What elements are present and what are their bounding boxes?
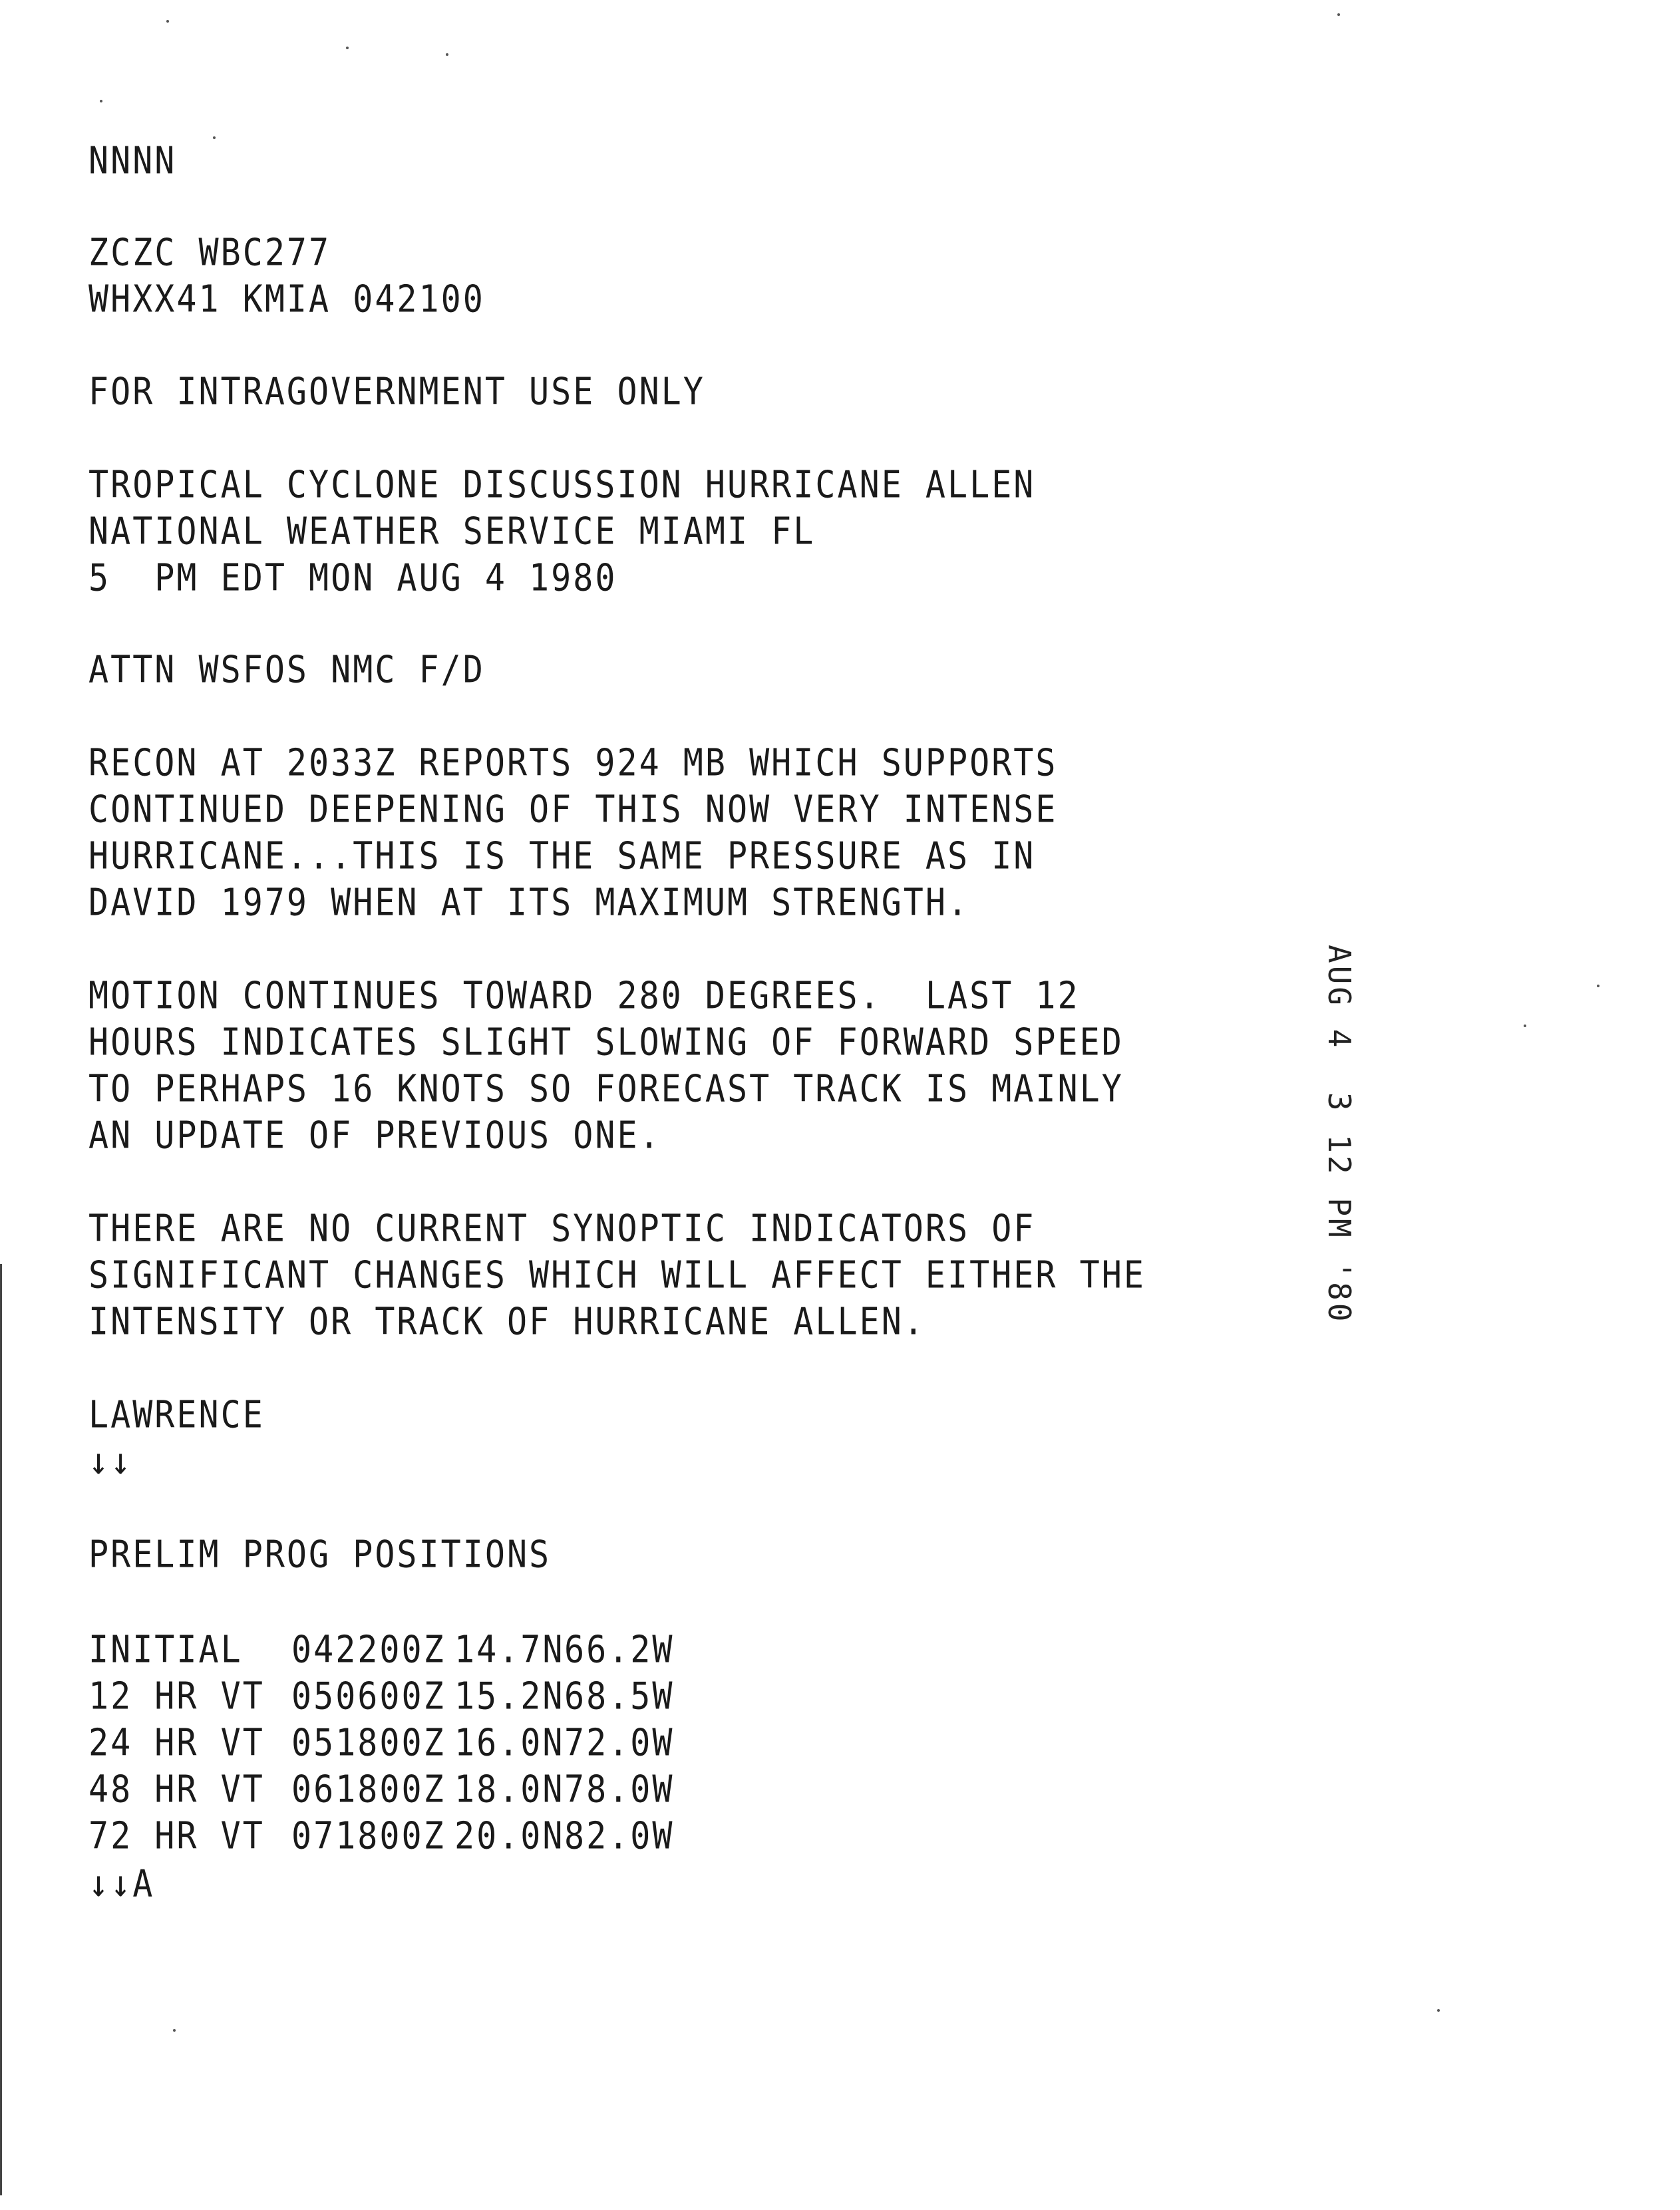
valid-time: 050600Z xyxy=(291,1674,446,1718)
routing-line: ZCZC WBC277 xyxy=(88,230,331,274)
forecast-period: INITIAL xyxy=(88,1627,243,1671)
para1-line: HURRICANE...THIS IS THE SAME PRESSURE AS IN xyxy=(88,834,1036,877)
product-header: WHXX41 KMIA 042100 xyxy=(88,277,485,321)
table-row xyxy=(88,1814,675,1867)
latitude: 16.0N xyxy=(454,1720,565,1764)
valid-time: 071800Z xyxy=(291,1814,446,1857)
para2-line: AN UPDATE OF PREVIOUS ONE. xyxy=(88,1113,661,1157)
scan-speck xyxy=(346,47,349,49)
para1-line: CONTINUED DEEPENING OF THIS NOW VERY INTENSE xyxy=(88,787,1058,831)
prog-positions-table xyxy=(88,1627,675,1861)
scan-speck xyxy=(1437,2009,1440,2012)
longitude: 68.5W xyxy=(564,1674,675,1718)
para2-line: MOTION CONTINUES TOWARD 280 DEGREES. LAST 12 xyxy=(88,973,1080,1017)
document-title: TROPICAL CYCLONE DISCUSSION HURRICANE ALLEN xyxy=(88,462,1036,506)
latitude: 20.0N xyxy=(454,1814,565,1857)
table-row xyxy=(88,1674,675,1727)
forecast-period: 24 HR VT xyxy=(88,1720,265,1764)
scan-speck xyxy=(1337,13,1340,16)
scan-speck xyxy=(173,2029,176,2032)
end-marker: ↓↓A xyxy=(88,1861,155,1905)
valid-time: 061800Z xyxy=(291,1767,446,1811)
scan-speck xyxy=(166,20,169,23)
longitude: 72.0W xyxy=(564,1720,675,1764)
scan-speck xyxy=(213,136,216,139)
end-marker-nnnn: NNNN xyxy=(88,138,177,182)
forecaster-signature: LAWRENCE xyxy=(88,1392,265,1436)
latitude: 14.7N xyxy=(454,1627,565,1671)
table-row xyxy=(88,1767,675,1820)
scan-speck xyxy=(1524,1025,1526,1027)
para3-line: THERE ARE NO CURRENT SYNOPTIC INDICATORS OF xyxy=(88,1206,1036,1250)
issuing-office: NATIONAL WEATHER SERVICE MIAMI FL xyxy=(88,509,816,553)
prog-positions-title: PRELIM PROG POSITIONS xyxy=(88,1532,552,1576)
forecast-period: 12 HR VT xyxy=(88,1674,265,1718)
forecast-period: 72 HR VT xyxy=(88,1814,265,1857)
table-row xyxy=(88,1627,675,1680)
para3-line: INTENSITY OR TRACK OF HURRICANE ALLEN. xyxy=(88,1299,925,1343)
valid-time: 051800Z xyxy=(291,1720,446,1764)
longitude: 78.0W xyxy=(564,1767,675,1811)
issue-time: 5 PM EDT MON AUG 4 1980 xyxy=(88,555,617,599)
section-marker: ↓↓ xyxy=(88,1439,133,1483)
para1-line: RECON AT 2033Z REPORTS 924 MB WHICH SUPPORTS xyxy=(88,740,1058,784)
para2-line: HOURS INDICATES SLIGHT SLOWING OF FORWARD SPEED xyxy=(88,1020,1124,1064)
received-date-stamp: AUG 4 3 12 PM '80 xyxy=(1321,945,1357,1325)
use-restriction: FOR INTRAGOVERNMENT USE ONLY xyxy=(88,369,705,413)
scan-speck xyxy=(1597,985,1599,987)
scan-speck xyxy=(100,100,102,102)
latitude: 18.0N xyxy=(454,1767,565,1811)
para2-line: TO PERHAPS 16 KNOTS SO FORECAST TRACK IS MAINLY xyxy=(88,1066,1124,1110)
para1-line: DAVID 1979 WHEN AT ITS MAXIMUM STRENGTH. xyxy=(88,880,970,924)
attention-line: ATTN WSFOS NMC F/D xyxy=(88,647,485,691)
longitude: 82.0W xyxy=(564,1814,675,1857)
scan-speck xyxy=(446,53,448,56)
scan-edge-line xyxy=(0,1264,2,2195)
table-row xyxy=(88,1720,675,1774)
para3-line: SIGNIFICANT CHANGES WHICH WILL AFFECT EITHER THE xyxy=(88,1253,1146,1297)
longitude: 66.2W xyxy=(564,1627,675,1671)
forecast-period: 48 HR VT xyxy=(88,1767,265,1811)
valid-time: 042200Z xyxy=(291,1627,446,1671)
latitude: 15.2N xyxy=(454,1674,565,1718)
